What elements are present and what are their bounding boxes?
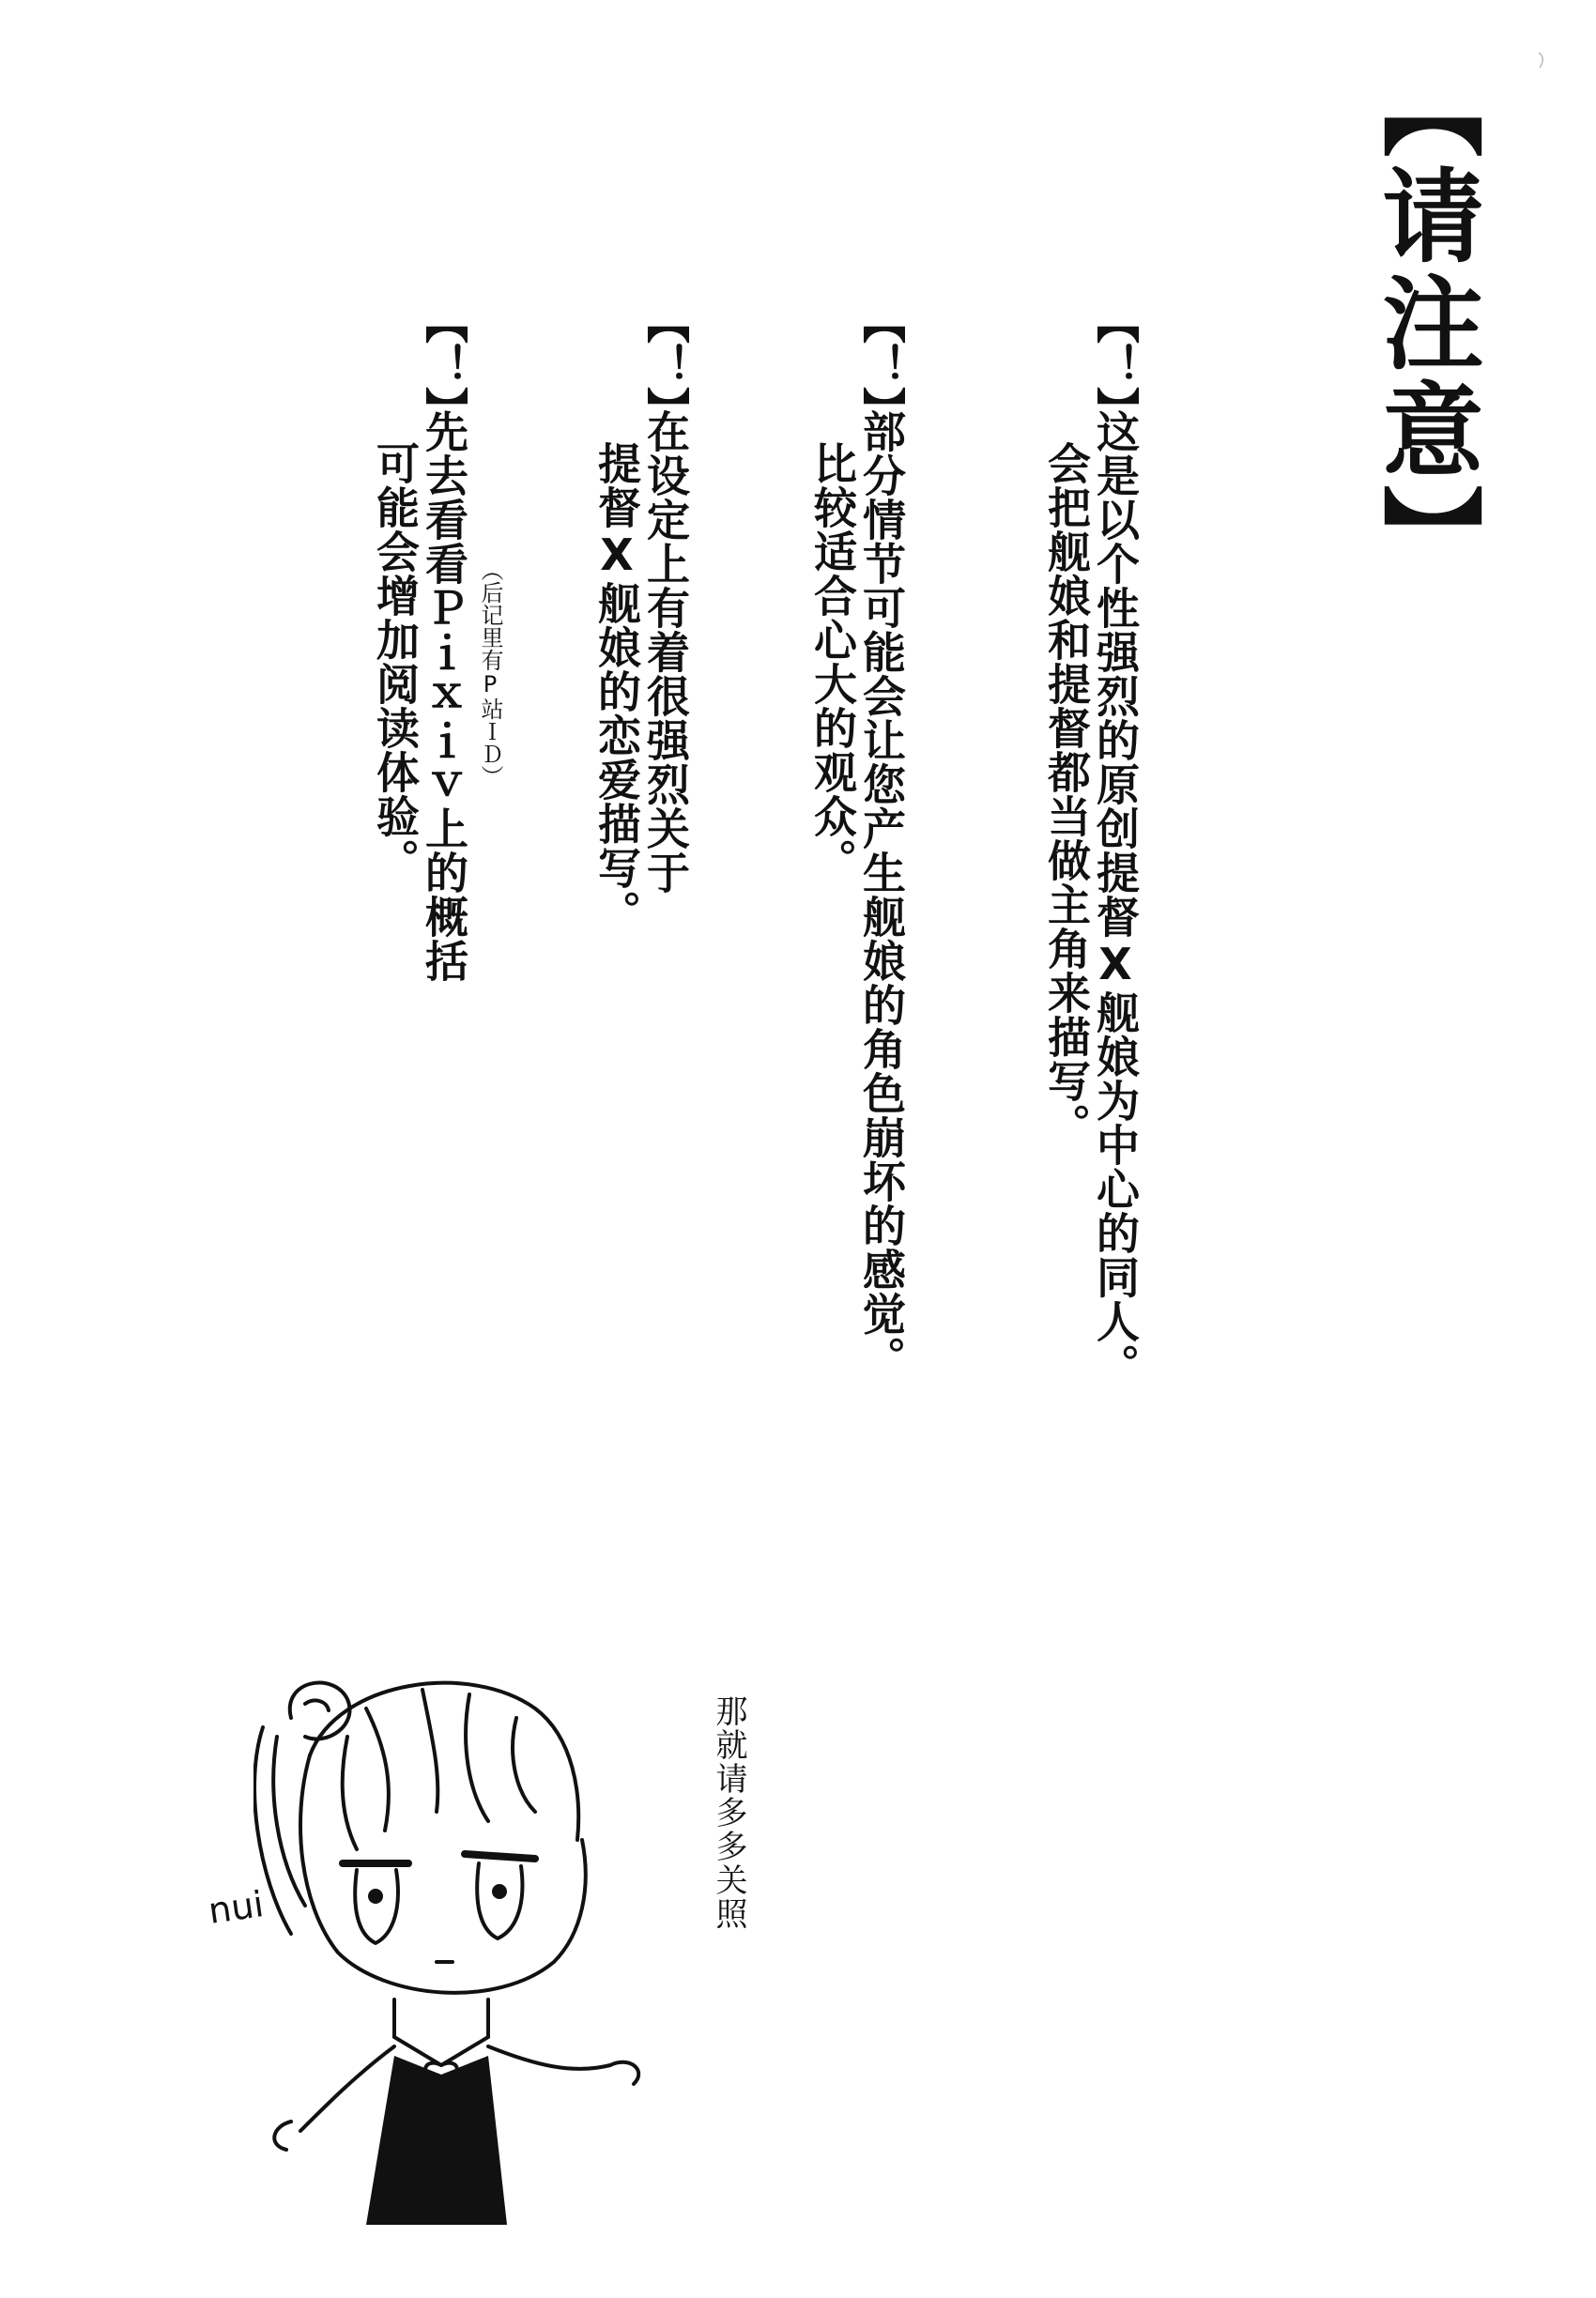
corner-mark-icon [1537,51,1550,69]
note-1-mark: 【！】 [1090,300,1141,430]
artist-signature: nui [206,1883,267,1932]
chibi-character-illustration [253,1652,695,2234]
page-title: 【请注意】 [1365,56,1482,591]
speech-text: 那就请多多关照 [710,1694,747,1931]
note-3-line-1: 在设定上有着很强烈关于 [640,409,691,895]
note-3-line-2: 提督X舰娘的恋爱描写。 [591,441,642,934]
note-2-line-2: 比较适合心大的观众。 [807,441,858,882]
note-2-mark: 【！】 [856,300,907,430]
note-1-line-2: 会把舰娘和提督都当做主角来描写。 [1041,441,1092,1147]
note-2-line-1: 部分情节可能会让您产生舰娘的角色崩坏的感觉。 [856,409,907,1380]
note-4-line-1: 先去看看Ｐｉｘｉｖ上的概括 [419,409,469,983]
note-4-aside: （后记里有P站ＩＤ） [477,559,503,788]
note-4-line-2: 可能会增加阅读体验。 [370,441,421,882]
note-1-line-1: 这是以个性强烈的原创提督X舰娘为中心的同人。 [1090,409,1141,1387]
note-4-mark: 【！】 [419,300,469,430]
note-3-mark: 【！】 [640,300,691,430]
